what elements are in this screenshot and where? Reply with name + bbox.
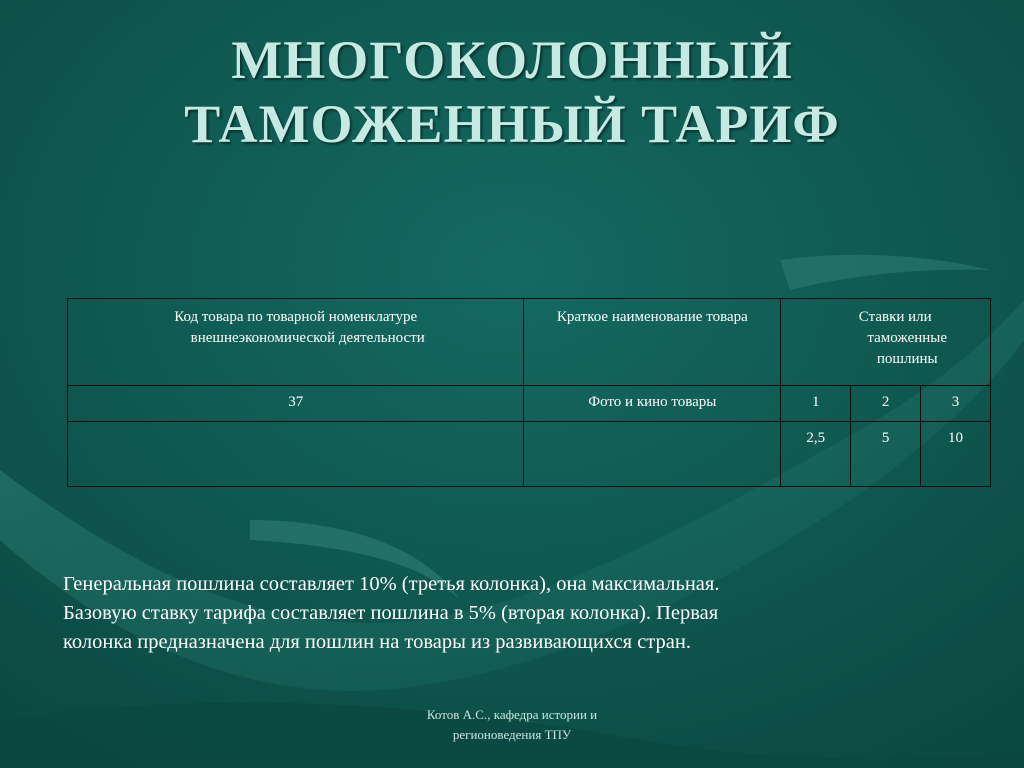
row-code: 37 xyxy=(288,394,304,410)
empty-name-cell xyxy=(524,422,781,487)
header-code-line-1: Код товара по товарной номенклатуре xyxy=(174,309,418,325)
rate-1: 2,5 xyxy=(806,430,826,446)
rate-2-cell xyxy=(851,422,921,487)
slide-footer xyxy=(362,705,662,745)
empty-code-cell xyxy=(68,422,524,487)
table-row xyxy=(68,386,991,422)
explanation-text xyxy=(63,570,963,657)
row-name: Фото и кино товары xyxy=(588,394,717,410)
column-1-number: 1 xyxy=(811,394,820,410)
column-3-number: 3 xyxy=(951,394,960,410)
table-row-values xyxy=(68,422,991,487)
header-code-cell xyxy=(68,299,524,386)
note-line-2: Базовую ставку тарифа составляет пошлина в 5% (вторая колонка). Первая xyxy=(63,602,719,624)
header-name: Краткое наименование товара xyxy=(556,309,748,325)
note-line-1: Генеральная пошлина составляет 10% (третья колонка), она максимальная. xyxy=(63,573,720,595)
header-rates-line-1: Ставки или xyxy=(858,309,932,325)
header-name-cell xyxy=(524,299,781,386)
header-code-line-2: внешнеэкономической деятельности xyxy=(190,330,425,346)
header-rates-line-3: пошлины xyxy=(876,351,938,367)
rate-3: 10 xyxy=(948,430,964,446)
header-rates-line-2: таможенные xyxy=(867,330,948,346)
slide-title xyxy=(0,28,1024,156)
title-line-1: МНОГОКОЛОННЫЙ xyxy=(231,30,793,90)
rate-2: 5 xyxy=(881,430,890,446)
header-rates-cell xyxy=(781,299,991,386)
rate-3-cell xyxy=(921,422,991,487)
note-line-3: колонка предназначена для пошлин на товары из развивающихся стран. xyxy=(63,631,691,653)
column-2-number: 2 xyxy=(881,394,890,410)
row-code-cell xyxy=(68,386,524,422)
title-line-2: ТАМОЖЕННЫЙ ТАРИФ xyxy=(184,94,840,154)
table-header-row xyxy=(68,299,991,386)
footer-line-1: Котов А.С., кафедра истории и xyxy=(426,707,598,722)
row-name-cell xyxy=(524,386,781,422)
column-2-header xyxy=(851,386,921,422)
footer-line-2: регионоведения ТПУ xyxy=(452,727,572,742)
rate-1-cell xyxy=(781,422,851,487)
column-1-header xyxy=(781,386,851,422)
tariff-table xyxy=(67,298,991,487)
column-3-header xyxy=(921,386,991,422)
